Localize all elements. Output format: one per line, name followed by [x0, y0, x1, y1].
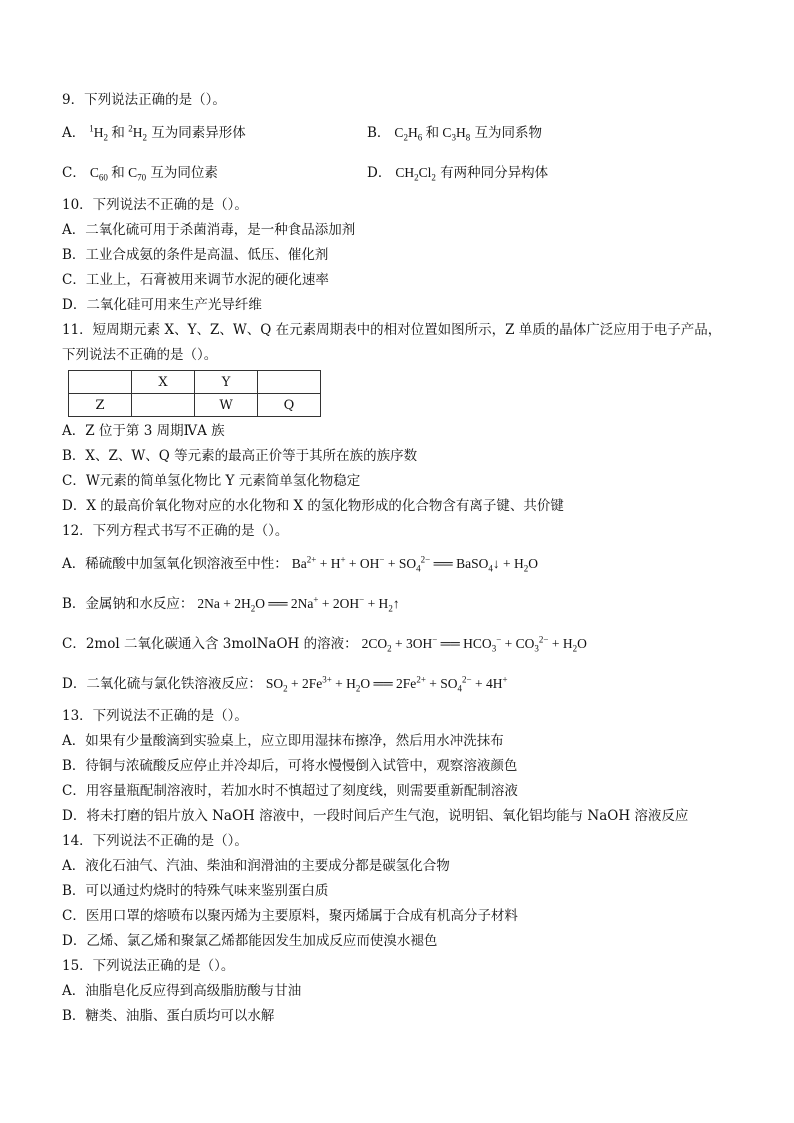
q12-stem: 12．下列方程式书写不正确的是（）。: [62, 523, 289, 539]
q13-option-b: B．待铜与浓硫酸反应停止并冷却后，可将水慢慢倒入试管中，观察溶液颜色: [62, 758, 518, 774]
q13-option-a: A．如果有少量酸滴到实验桌上，应立即用湿抹布擦净，然后用水冲洗抹布: [62, 733, 504, 749]
q14-option-a: A．液化石油气、汽油、柴油和润滑油的主要成分都是碳氢化合物: [62, 858, 450, 874]
q13-option-c: C．用容量瓶配制溶液时，若加水时不慎超过了刻度线，则需要重新配制溶液: [62, 783, 518, 799]
q9-option-b: B． $C_2H_6$ 和 $C_3H_8$ 互为同系物: [367, 125, 542, 143]
periodic-table-fragment: [68, 370, 321, 417]
q9-option-a: A． $^1H_2$ 和 $^2H_2$ 互为同素异形体: [62, 123, 246, 143]
q13-stem: 13．下列说法不正确的是（）。: [62, 708, 248, 724]
table-cell: X: [132, 371, 195, 394]
q12-option-d: D．二氧化硫与氯化铁溶液反应： $SO_2 + 2Fe^{3+} + H_2O$ ══ $2Fe^{2+} + SO_4^{2-} + 4H^+$: [62, 674, 508, 694]
q13-option-d: D．将未打磨的铝片放入 NaOH 溶液中，一段时间后产生气泡，说明铝、氧化铝均能与 NaOH 溶液反应: [62, 808, 689, 824]
q14-option-c: C．医用口罩的熔喷布以聚丙烯为主要原料，聚丙烯属于合成有机高分子材料: [62, 908, 518, 924]
q11-option-a: A．Z 位于第 3 周期ⅣA 族: [62, 423, 225, 439]
q11-stem-line-2: 下列说法不正确的是（）。: [62, 347, 218, 363]
q9-options-row-2: [62, 153, 742, 193]
table-cell: W: [195, 394, 258, 417]
q10-stem: 10．下列说法不正确的是（）。: [62, 197, 248, 213]
q11-stem-line-1: 11．短周期元素 X、Y、Z、W、Q 在元素周期表中的相对位置如图所示，Z 单质的晶体广泛应用于电子产品，: [62, 322, 722, 338]
exam-page: [62, 88, 742, 1029]
q10-option-a: A．二氧化硫可用于杀菌消毒，是一种食品添加剂: [62, 222, 356, 238]
q12-option-a: A．稀硫酸中加氢氧化钡溶液至中性： $Ba^{2+} + H^+ + OH^- + SO_4^{2-}$ ══ BaSO$_4$↓ + $H_2O$: [62, 554, 538, 574]
q15-stem: 15．下列说法正确的是（）。: [62, 958, 235, 974]
q12-b-equation: $2Na + 2H_2O$ ══ $2Na^+ + 2OH^- + H_2↑$: [197, 594, 400, 614]
q11-option-c: C．W元素的简单氢化物比 Y 元素简单氢化物稳定: [62, 473, 361, 489]
table-cell: [258, 371, 321, 394]
table-cell: Q: [258, 394, 321, 417]
q9-option-d: D． $CH_2Cl_2$ 有两种同分异构体: [367, 165, 549, 183]
q9-options-row-1: [62, 113, 742, 153]
q14-stem: 14．下列说法不正确的是（）。: [62, 833, 248, 849]
table-cell: Y: [195, 371, 258, 394]
q9-d-formula: $CH_2Cl_2$: [395, 165, 436, 183]
table-row: [69, 394, 321, 417]
q11-option-b: B．X、Z、W、Q 等元素的最高正价等于其所在族的族序数: [62, 448, 418, 464]
q12-option-c: C．2mol 二氧化碳通入含 3molNaOH 的溶液： $2CO_2 + 3OH^-$ ══ $HCO_3^- + CO_3^{2-} + H_2O$: [62, 634, 587, 654]
q9-stem: 9．下列说法正确的是（）。: [62, 92, 226, 108]
q15-option-b: B．糖类、油脂、蛋白质均可以水解: [62, 1008, 275, 1024]
q11-option-d: D．X 的最高价氧化物对应的水化物和 X 的氢化物形成的化合物含有离子键、共价键: [62, 498, 564, 514]
q9-c-formula: $C_{60}$ 和 $C_{70}$: [89, 165, 147, 183]
q14-option-b: B．可以通过灼烧时的特殊气味来鉴别蛋白质: [62, 883, 329, 899]
q10-option-d: D．二氧化硅可用来生产光导纤维: [62, 297, 262, 313]
q10-option-b: B．工业合成氨的条件是高温、低压、催化剂: [62, 247, 329, 263]
q15-option-a: A．油脂皂化反应得到高级脂肪酸与甘油: [62, 983, 302, 999]
q14-option-d: D．乙烯、氯乙烯和聚氯乙烯都能因发生加成反应而使溴水褪色: [62, 933, 438, 949]
q12-d-equation: $SO_2 + 2Fe^{3+} + H_2O$ ══ $2Fe^{2+} + SO_4^{2-} + 4H^+$: [265, 674, 508, 694]
q12-a-equation: $Ba^{2+} + H^+ + OH^- + SO_4^{2-}$ ══ BaSO$_4$↓ + $H_2O$: [291, 554, 538, 574]
table-cell: Z: [69, 394, 132, 417]
table-row: [69, 371, 321, 394]
q10-option-c: C．工业上，石膏被用来调节水泥的硬化速率: [62, 272, 329, 288]
q9-a-formula: $^1H_2$ 和 $^2H_2$: [89, 123, 147, 143]
q9-b-formula: $C_2H_6$ 和 $C_3H_8$: [394, 125, 471, 143]
q12-c-equation: $2CO_2 + 3OH^-$ ══ $HCO_3^- + CO_3^{2-} + H_2O$: [361, 634, 587, 654]
q9-option-c: C． $C_{60}$ 和 $C_{70}$ 互为同位素: [62, 165, 218, 183]
q12-option-b: B．金属钠和水反应： $2Na + 2H_2O$ ══ $2Na^+ + 2OH^- + H_2↑$: [62, 594, 400, 614]
table-cell: [69, 371, 132, 394]
table-cell: [132, 394, 195, 417]
